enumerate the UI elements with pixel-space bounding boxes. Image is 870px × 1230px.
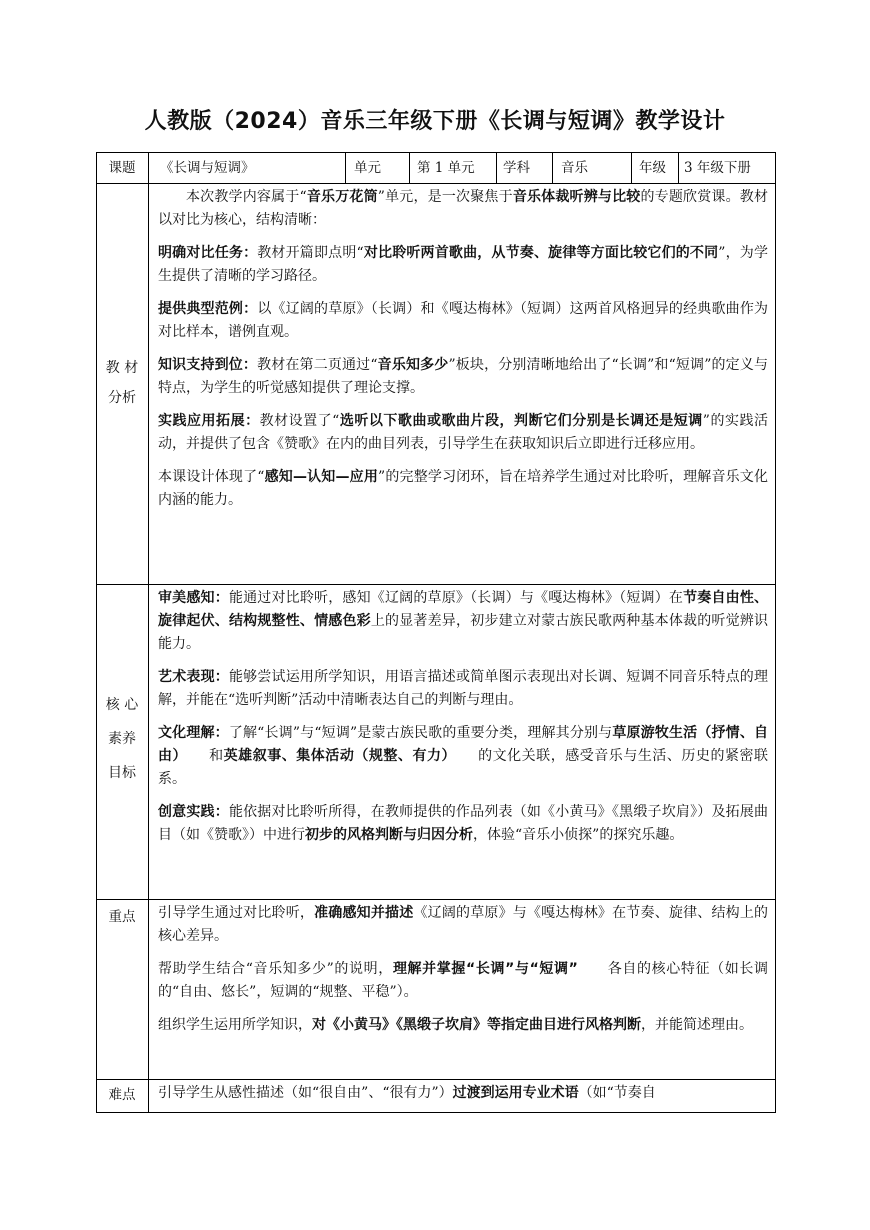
analysis-summary: 本课设计体现了“感知—认知—应用”的完整学习闭环，旨在培养学生通过对比聆听，理解音乐文化内涵的能力。	[158, 469, 768, 508]
analysis-point-2: 提供典型范例：以《辽阔的草原》（长调）和《嘎达梅林》（短调）这两首风格迥异的经典歌曲作为对比样本，谱例直观。	[158, 301, 768, 340]
key-point-1: 引导学生通过对比聆听，准确感知并描述《辽阔的草原》与《嘎达梅林》在节奏、旋律、结构上的核心差异。	[158, 905, 768, 944]
grade-value: 3 年级下册	[684, 160, 751, 176]
analysis-intro: 本次教学内容属于“音乐万花筒”单元，是一次聚焦于音乐体裁听辨与比较的专题欣赏课。教材以对比为核心，结构清晰：	[158, 189, 768, 228]
topic-label: 课题	[108, 160, 136, 176]
subject-label: 学科	[503, 160, 530, 176]
core-label: 核 心 素养 目标	[105, 697, 139, 781]
difficulty-content	[158, 1082, 770, 1111]
difficulty-label: 难点	[108, 1087, 136, 1103]
unit-label: 单元	[354, 160, 381, 176]
key-point-2: 帮助学生结合“音乐知多少”的说明，理解并掌握“长调”与“短调” 各自的核心特征（如长调的“自由、悠长”，短调的“规整、平稳”）。	[158, 961, 768, 1000]
core-content	[158, 587, 768, 898]
core-culture: 文化理解：了解“长调”与“短调”是蒙古族民歌的重要分类，理解其分别与草原游牧生活（抒情、自由） 和英雄叙事、集体活动（规整、有力） 的文化关联，感受音乐与生活、历史的紧密联系。	[158, 725, 768, 787]
analysis-content	[158, 186, 768, 583]
unit-value: 第 1 单元	[417, 160, 475, 176]
core-creative: 创意实践：能依据对比聆听所得，在教师提供的作品列表（如《小黄马》《黑缎子坎肩》）及拓展曲目（如《赞歌》）中进行初步的风格判断与归因分析，体验“音乐小侦探”的探究乐趣。	[158, 804, 768, 843]
difficulty-point-1: 引导学生从感性描述（如“很自由”、“很有力”）过渡到运用专业术语（如“节奏自	[158, 1085, 656, 1101]
grade-label: 年级	[639, 160, 666, 176]
analysis-point-3: 知识支持到位：教材在第二页通过“音乐知多少”板块，分别清晰地给出了“长调”和“短调”的定义与特点，为学生的听觉感知提供了理论支撑。	[158, 357, 768, 396]
key-label: 重点	[108, 909, 136, 925]
key-content	[158, 902, 768, 1078]
analysis-point-4: 实践应用拓展：教材设置了“选听以下歌曲或歌曲片段，判断它们分别是长调还是短调”的实践活动，并提供了包含《赞歌》在内的曲目列表，引导学生在获取知识后立即进行迁移应用。	[158, 413, 768, 452]
subject-value: 音乐	[561, 160, 588, 176]
document-title: 人教版（2024）音乐三年级下册《长调与短调》教学设计	[144, 109, 726, 134]
core-expression: 艺术表现：能够尝试运用所学知识，用语言描述或简单图示表现出对长调、短调不同音乐特点的理解，并能在“选听判断”活动中清晰表达自己的判断与理由。	[158, 669, 768, 708]
core-aesthetic: 审美感知：能通过对比聆听，感知《辽阔的草原》（长调）与《嘎达梅林》（短调）在节奏自由性、旋律起伏、结构规整性、情感色彩上的显著差异，初步建立对蒙古族民歌两种基本体裁的听觉辨识能力。	[158, 590, 768, 652]
topic-value: 《长调与短调》	[160, 160, 255, 176]
analysis-point-1: 明确对比任务：教材开篇即点明“对比聆听两首歌曲，从节奏、旋律等方面比较它们的不同”，为学生提供了清晰的学习路径。	[158, 245, 768, 284]
analysis-label: 教 材 分析	[105, 360, 139, 406]
key-point-3: 组织学生运用所学知识，对《小黄马》《黑缎子坎肩》等指定曲目进行风格判断，并能简述理由。	[158, 1017, 753, 1033]
